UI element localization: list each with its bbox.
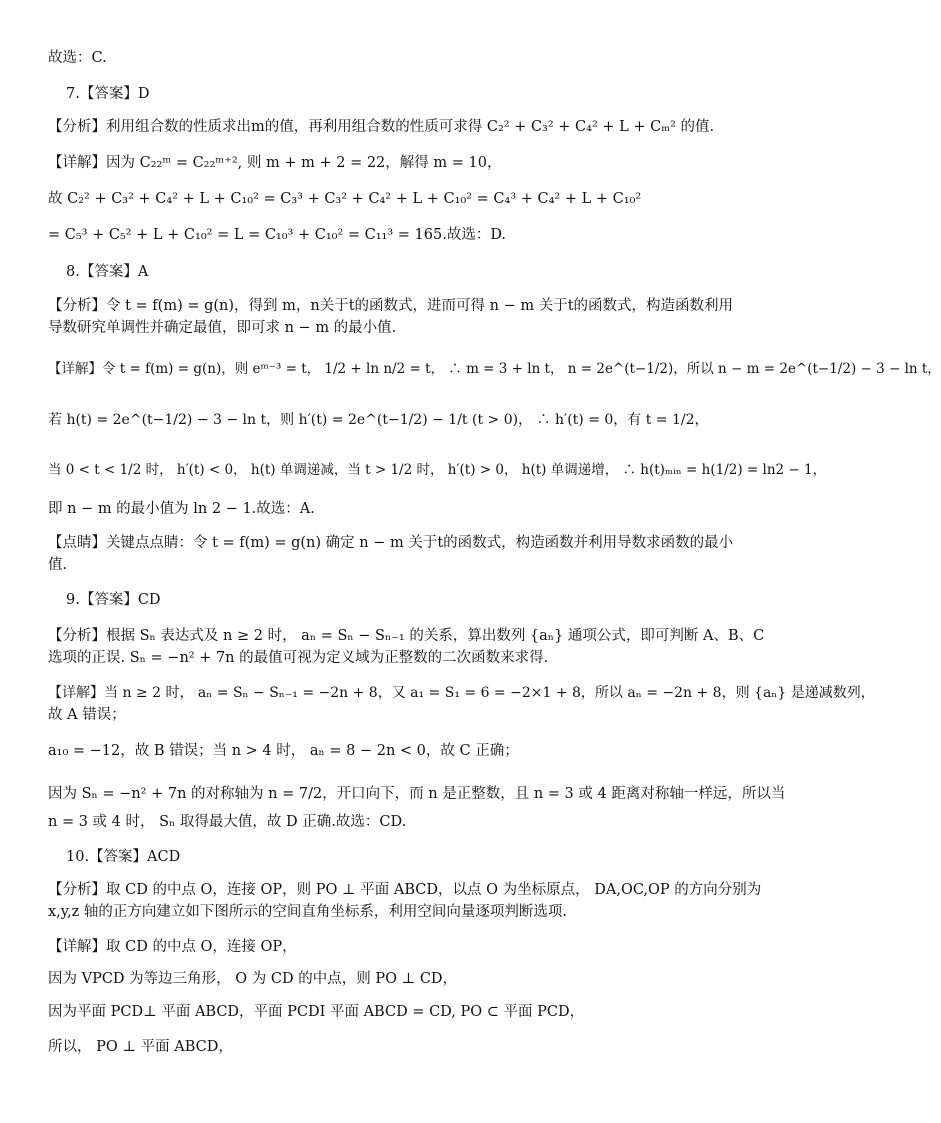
- text-line: 值.: [48, 557, 68, 573]
- text-line: 【分析】令 t = f(m) = g(n)，得到 m，n关于t的函数式，进而可得 n − m 关于t的函数式，构造函数利用: [48, 298, 734, 314]
- text-line: 选项的正误. Sₙ = −n² + 7n 的最值可视为定义域为正整数的二次函数来求得.: [48, 650, 549, 666]
- text-line: n = 3 或 4 时， Sₙ 取得最大值，故 D 正确.故选：CD.: [48, 814, 407, 830]
- text-line: a₁₀ = −12，故 B 错误；当 n > 4 时， aₙ = 8 − 2n < 0，故 C 正确；: [48, 743, 519, 759]
- text-line: 【详解】当 n ≥ 2 时， aₙ = Sₙ − Sₙ₋₁ = −2n + 8，又 a₁ = S₁ = 6 = −2×1 + 8，所以 aₙ = −2n + 8，则 {aₙ} 是递减数列，: [48, 685, 875, 701]
- text-line: 因为平面 PCD⊥ 平面 ABCD，平面 PCDI 平面 ABCD = CD, PO ⊂ 平面 PCD，: [48, 1004, 585, 1020]
- text-line: 所以， PO ⊥ 平面 ABCD，: [48, 1039, 233, 1055]
- text-line: 【分析】利用组合数的性质求出m的值，再利用组合数的性质可求得 C₂² + C₃² + C₄² + L + Cₘ² 的值.: [48, 119, 715, 135]
- text-line: 故 A 错误；: [48, 707, 126, 723]
- text-line: 故选：C.: [48, 50, 107, 66]
- text-line: x,y,z 轴的正方向建立如下图所示的空间直角坐标系，利用空间向量逐项判断选项.: [48, 904, 568, 920]
- text-line: 若 h(t) = 2e^(t−1/2) − 3 − ln t，则 h′(t) = 2e^(t−1/2) − 1/t (t > 0)， ∴ h′(t) = 0，有 t = 1/2，: [48, 412, 709, 428]
- text-line: = C₅³ + C₅² + L + C₁₀² = L = C₁₀³ + C₁₀² = C₁₁³ = 165.故选：D.: [48, 227, 507, 243]
- text-line: 【分析】根据 Sₙ 表达式及 n ≥ 2 时， aₙ = Sₙ − Sₙ₋₁ 的关系，算出数列 {aₙ} 通项公式，即可判断 A、B、C: [48, 628, 765, 644]
- text-line: 当 0 < t < 1/2 时， h′(t) < 0， h(t) 单调递减，当 t > 1/2 时， h′(t) > 0， h(t) 单调递增， ∴ h(t)ₘᵢₙ = h(1/2) = ln2 − 1，: [48, 462, 827, 478]
- answer-heading: 9.【答案】CD: [66, 592, 161, 608]
- answer-heading: 8.【答案】A: [66, 264, 149, 280]
- answer-heading: 10.【答案】ACD: [66, 849, 181, 865]
- text-line: 【详解】令 t = f(m) = g(n)，则 eᵐ⁻³ = t， 1/2 + ln n/2 = t， ∴ m = 3 + ln t， n = 2e^(t−1/2)，所以 n − m = 2e^(t−1/2) − 3 − ln t，: [48, 361, 941, 377]
- text-line: 因为 VPCD 为等边三角形， O 为 CD 的中点，则 PO ⊥ CD，: [48, 971, 458, 987]
- text-line: 【详解】取 CD 的中点 O，连接 OP，: [48, 939, 297, 955]
- text-line: 故 C₂² + C₃² + C₄² + L + C₁₀² = C₃³ + C₃² + C₄² + L + C₁₀² = C₄³ + C₄² + L + C₁₀²: [48, 191, 642, 207]
- text-line: 【点睛】关键点点睛：令 t = f(m) = g(n) 确定 n − m 关于t的函数式，构造函数并利用导数求函数的最小: [48, 535, 734, 551]
- text-line: 因为 Sₙ = −n² + 7n 的对称轴为 n = 7/2，开口向下，而 n 是正整数，且 n = 3 或 4 距离对称轴一样远，所以当: [48, 786, 786, 802]
- text-line: 即 n − m 的最小值为 ln 2 − 1.故选：A.: [48, 501, 315, 517]
- answer-heading: 7.【答案】D: [66, 86, 150, 102]
- text-line: 【分析】取 CD 的中点 O，连接 OP，则 PO ⊥ 平面 ABCD，以点 O 为坐标原点， DA,OC,OP 的方向分别为: [48, 882, 762, 898]
- text-line: 【详解】因为 C₂₂ᵐ = C₂₂ᵐ⁺², 则 m + m + 2 = 22，解得 m = 10，: [48, 155, 502, 171]
- text-line: 导数研究单调性并确定最值，即可求 n − m 的最小值.: [48, 320, 397, 336]
